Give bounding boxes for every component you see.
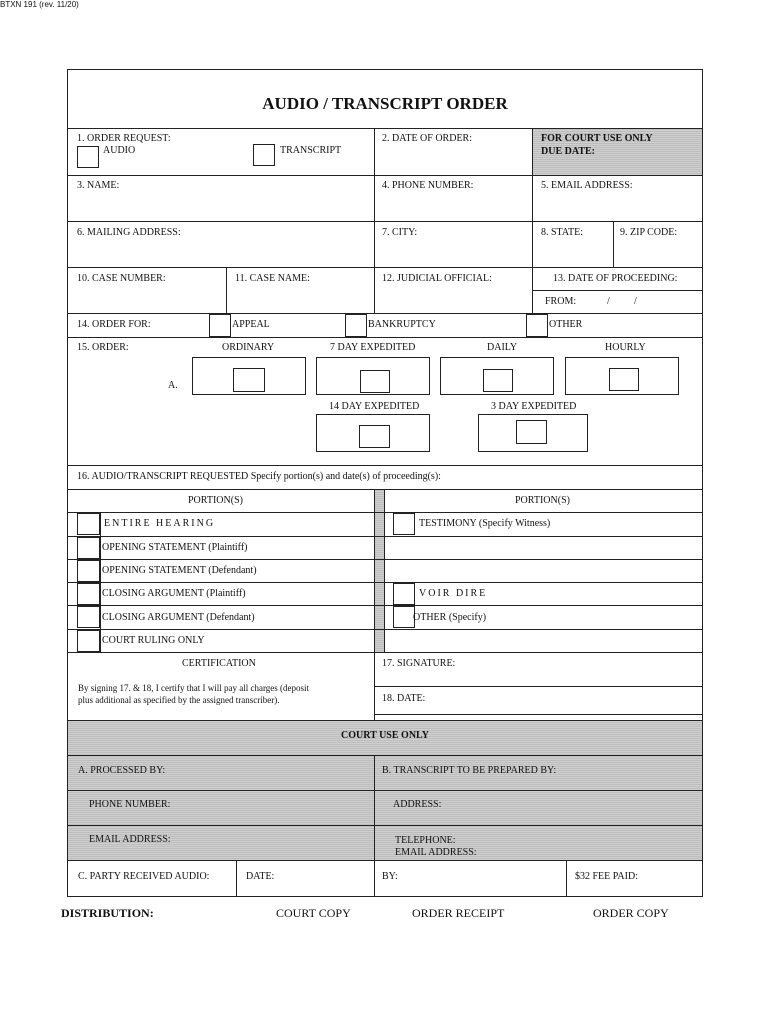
court-address-label: ADDRESS: — [393, 799, 442, 810]
other-specify-label: OTHER (Specify) — [413, 612, 487, 623]
other-label: OTHER — [549, 319, 583, 330]
due-date-label: DUE DATE: — [541, 146, 595, 157]
bankruptcy-label: BANKRUPTCY — [368, 319, 436, 330]
date-slash-1: / — [607, 296, 610, 307]
form-title: AUDIO / TRANSCRIPT ORDER — [262, 94, 508, 113]
certification-text-1: By signing 17. & 18, I certify that I will pay all charges (deposit — [78, 683, 310, 693]
signature-label: 17. SIGNATURE: — [382, 658, 456, 669]
portions-right-header: PORTION(S) — [515, 495, 570, 506]
ordinary-checkbox[interactable] — [233, 368, 265, 392]
order-request-label: 1. ORDER REQUEST: — [77, 133, 171, 144]
entire-hearing-label: ENTIRE HEARING — [104, 518, 216, 529]
portions-left-header: PORTION(S) — [188, 495, 243, 506]
closing-defendant-checkbox[interactable] — [77, 606, 100, 628]
transcript-prepared-by-label: B. TRANSCRIPT TO BE PREPARED BY: — [382, 765, 557, 776]
date-of-proceeding-label: 13. DATE OF PROCEEDING: — [553, 273, 678, 284]
court-email-b-label: EMAIL ADDRESS: — [395, 847, 477, 858]
date-slash-2: / — [634, 296, 637, 307]
closing-plaintiff-checkbox[interactable] — [77, 583, 100, 605]
other-specify-checkbox[interactable] — [393, 606, 415, 628]
state-label: 8. STATE: — [541, 227, 583, 238]
daily-checkbox[interactable] — [483, 369, 513, 392]
opening-plaintiff-label: OPENING STATEMENT (Plaintiff) — [102, 542, 248, 553]
certification-text-2: plus additional as specified by the assigned transcriber). — [78, 695, 280, 705]
fourteen-day-checkbox[interactable] — [359, 425, 390, 448]
court-phone-label: PHONE NUMBER: — [89, 799, 171, 810]
judicial-official-label: 12. JUDICIAL OFFICIAL: — [382, 273, 492, 284]
testimony-checkbox[interactable] — [393, 513, 415, 535]
ordinary-label: ORDINARY — [222, 342, 275, 353]
closing-defendant-label: CLOSING ARGUMENT (Defendant) — [102, 612, 255, 623]
three-day-label: 3 DAY EXPEDITED — [491, 401, 577, 412]
voir-dire-checkbox[interactable] — [393, 583, 415, 605]
case-name-label: 11. CASE NAME: — [235, 273, 310, 284]
from-label: FROM: — [545, 296, 577, 307]
fourteen-day-label: 14 DAY EXPEDITED — [329, 401, 420, 412]
appeal-label: APPEAL — [232, 319, 270, 330]
three-day-checkbox[interactable] — [516, 420, 547, 444]
bankruptcy-checkbox[interactable] — [345, 314, 367, 337]
hourly-checkbox[interactable] — [609, 368, 639, 391]
party-received-label: C. PARTY RECEIVED AUDIO: — [78, 871, 210, 882]
date-of-order-label: 2. DATE OF ORDER: — [382, 133, 473, 144]
voir-dire-label: VOIR DIRE — [419, 588, 488, 599]
court-use-only-label: FOR COURT USE ONLY — [541, 133, 653, 144]
received-by-label: BY: — [382, 871, 398, 882]
hourly-label: HOURLY — [605, 342, 646, 353]
order-copy-label: ORDER COPY — [593, 906, 669, 920]
city-label: 7. CITY: — [382, 227, 418, 238]
name-label: 3. NAME: — [77, 180, 120, 191]
case-number-label: 10. CASE NUMBER: — [77, 273, 166, 284]
order-label: 15. ORDER: — [77, 342, 129, 353]
signature-date-label: 18. DATE: — [382, 693, 426, 704]
opening-plaintiff-checkbox[interactable] — [77, 537, 100, 559]
certification-heading: CERTIFICATION — [182, 658, 256, 669]
order-receipt-label: ORDER RECEIPT — [412, 906, 505, 920]
email-address-label: 5. EMAIL ADDRESS: — [541, 180, 633, 191]
daily-label: DAILY — [487, 342, 518, 353]
audio-checkbox[interactable] — [77, 146, 99, 168]
seven-day-label: 7 DAY EXPEDITED — [330, 342, 416, 353]
transcript-label: TRANSCRIPT — [280, 145, 342, 156]
fee-paid-label: $32 FEE PAID: — [575, 871, 638, 882]
opening-defendant-checkbox[interactable] — [77, 560, 100, 582]
seven-day-checkbox[interactable] — [360, 370, 390, 393]
zip-code-label: 9. ZIP CODE: — [620, 227, 678, 238]
entire-hearing-checkbox[interactable] — [77, 513, 100, 535]
mailing-address-label: 6. MAILING ADDRESS: — [77, 227, 181, 238]
testimony-label: TESTIMONY (Specify Witness) — [419, 518, 551, 529]
processed-by-label: A. PROCESSED BY: — [78, 765, 166, 776]
court-copy-label: COURT COPY — [276, 906, 351, 920]
row-a-label: A. — [168, 380, 178, 391]
opening-defendant-label: OPENING STATEMENT (Defendant) — [102, 565, 257, 576]
court-telephone-label: TELEPHONE: — [395, 835, 456, 846]
transcript-checkbox[interactable] — [253, 144, 275, 166]
closing-plaintiff-label: CLOSING ARGUMENT (Plaintiff) — [102, 588, 246, 599]
court-email-label: EMAIL ADDRESS: — [89, 834, 171, 845]
other-checkbox[interactable] — [526, 314, 548, 337]
received-date-label: DATE: — [246, 871, 275, 882]
audio-label: AUDIO — [103, 145, 136, 156]
appeal-checkbox[interactable] — [209, 314, 231, 337]
requested-label: 16. AUDIO/TRANSCRIPT REQUESTED Specify portion(s) and date(s) of proceeding(s): — [77, 471, 441, 482]
phone-number-label: 4. PHONE NUMBER: — [382, 180, 474, 191]
court-ruling-checkbox[interactable] — [77, 630, 100, 652]
court-use-heading: COURT USE ONLY — [341, 730, 430, 741]
form-id: BTXN 191 (rev. 11/20) — [0, 0, 79, 9]
court-ruling-label: COURT RULING ONLY — [102, 635, 205, 646]
distribution-label: DISTRIBUTION: — [61, 906, 154, 920]
order-for-label: 14. ORDER FOR: — [77, 319, 151, 330]
